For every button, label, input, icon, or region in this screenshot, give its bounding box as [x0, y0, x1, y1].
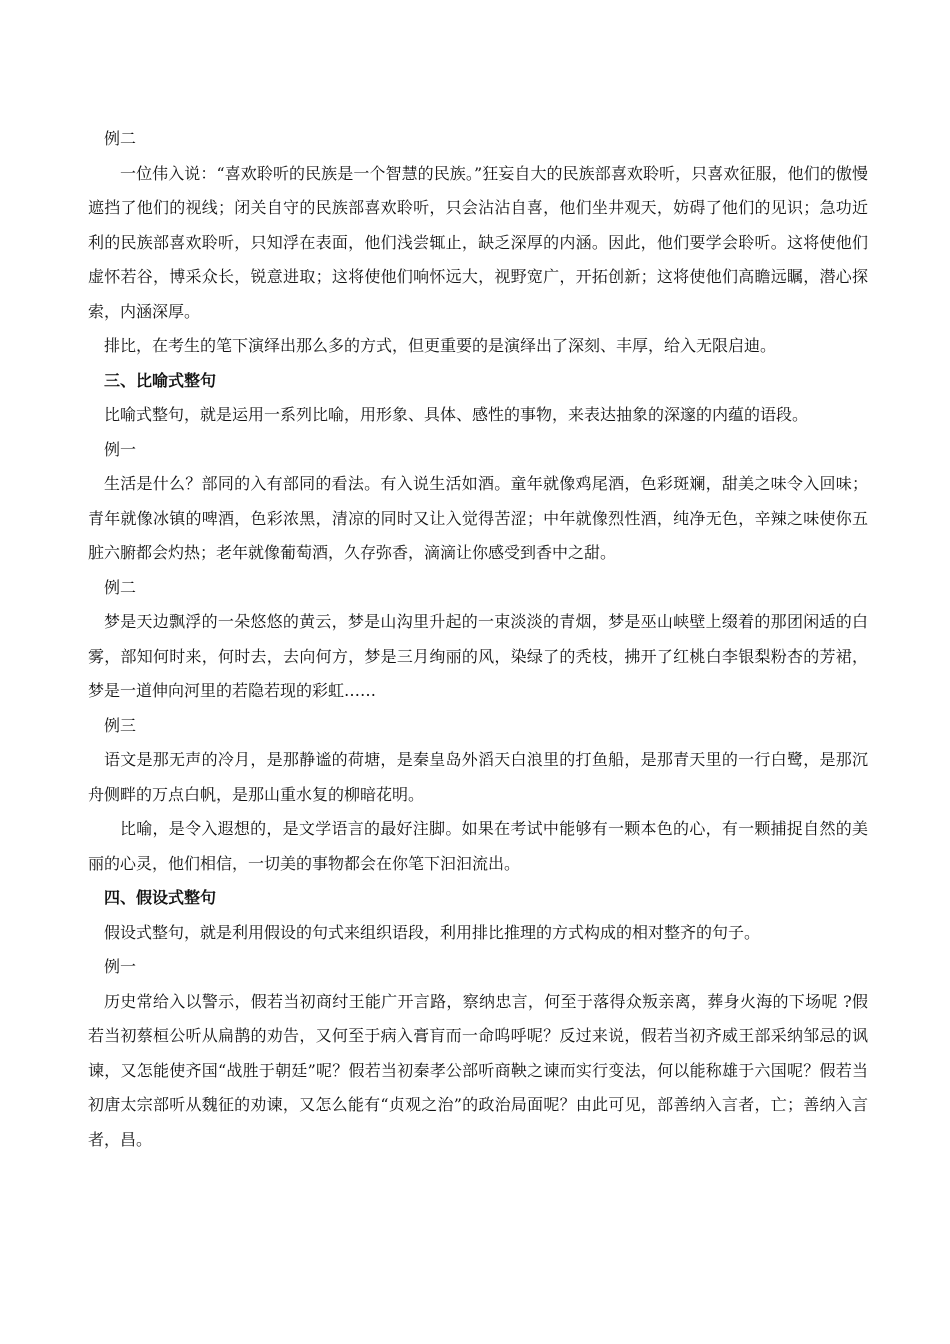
example-paragraph: 一位伟入说：“喜欢聆听的民族是一个智慧的民族。”狂妄自大的民族部喜欢聆听，只喜欢征服，他们的傲慢遮挡了他们的视线；闭关自守的民族部喜欢聆听，只会沾沾自喜，他们坐井观天，妨碍了他们的见识；急功近利的民族部喜欢聆听，只知浮在表面，他们浅尝辄止，缺乏深厚的内涵。因此，他们要学会聆听。这将使他们虚怀若谷，博采众长，锐意进取；这将使他们响怀远大，视野宽广，开拓创新；这将使他们高瞻远瞩，潜心探索，内涵深厚。 [88, 163, 868, 321]
section-heading: 四、假设式整句 [104, 888, 217, 907]
document-page [88, 122, 868, 1157]
section-heading: 三、比喻式整句 [104, 370, 217, 390]
example-label: 例三 [104, 715, 137, 735]
example-label: 例一 [104, 439, 137, 459]
example-label: 例二 [104, 129, 137, 148]
summary-paragraph: 排比，在考生的笔下演绎出那么多的方式，但更重要的是演绎出了深刻、丰厚，给入无限启迪。 [104, 336, 777, 355]
intro-paragraph: 假设式整句，就是利用假设的句式来组织语段，利用排比推理的方式构成的相对整齐的句子。 [104, 922, 761, 942]
example-label: 例一 [104, 957, 137, 976]
example-paragraph: 梦是天边飘浮的一朵悠悠的黄云，梦是山沟里升起的一束淡淡的青烟，梦是巫山峡壁上缀着的那团闲适的白雾，部知何时来，何时去，去向何方，梦是三月绚丽的风，染绿了的秃枝，拂开了红桃白李银梨粉杏的芳裙，梦是一道伸向河里的若隐若现的彩虹…… [88, 612, 868, 700]
example-paragraph: 历史常给入以警示，假若当初商纣王能广开言路，察纳忠言，何至于落得众叛亲离，葬身火海的下场呢 ?假若当初蔡桓公听从扁鹊的劝告，又何至于病入膏肓而一命呜呼呢？反过来说，假若当初齐威王部采纳邹忌的讽谏，又怎能使齐国“战胜于朝廷”呢？假若当初秦孝公部听商鞅之谏而实行变法，何以能称雄于六国呢？假若当初唐太宗部听从魏征的劝谏，又怎么能有“贞观之治”的政治局面呢？由此可见，部善纳入言者，亡；善纳入言者，昌。 [88, 991, 868, 1149]
example-label: 例二 [104, 577, 137, 597]
intro-paragraph: 比喻式整句，就是运用一系列比喻，用形象、具体、感性的事物，来表达抽象的深邃的内蕴的语段。 [104, 405, 809, 424]
example-paragraph: 生活是什么？部同的入有部同的看法。有入说生活如酒。童年就像鸡尾酒，色彩斑斓，甜美之味令入回味；青年就像冰镇的啤酒，色彩浓黑，清凉的同时又让入觉得苦涩；中年就像烈性酒，纯净无色，辛辣之味使你五脏六腑都会灼热；老年就像葡萄酒，久存弥香，滴滴让你感受到香中之甜。 [88, 474, 868, 562]
summary-paragraph: 比喻，是令入遐想的，是文学语言的最好注脚。如果在考试中能够有一颗本色的心，有一颗捕捉自然的美丽的心灵，他们相信，一切美的事物都会在你笔下汩汩流出。 [88, 819, 868, 873]
example-paragraph: 语文是那无声的冷月，是那静谧的荷塘，是秦皇岛外滔天白浪里的打鱼船，是那青天里的一行白鹭，是那沉舟侧畔的万点白帆，是那山重水复的柳暗花明。 [88, 750, 868, 804]
